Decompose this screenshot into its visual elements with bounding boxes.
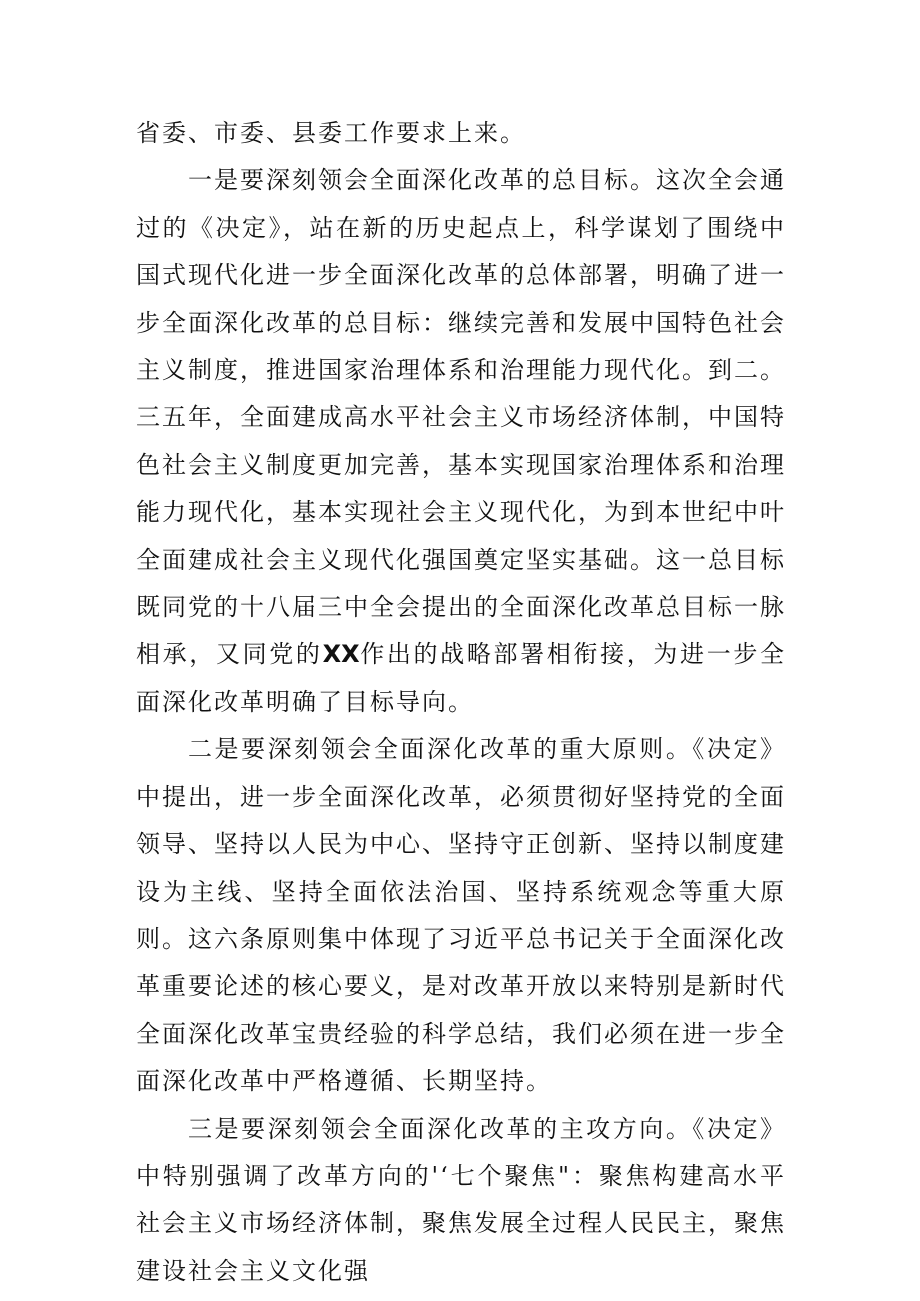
document-body <box>136 110 786 1295</box>
paragraph-goal-text: 一是要深刻领会全面深化改革的总目标。这次全会通过的《决定》，站在新的历史起点上，科学谋划了围绕中国式现代化进一步全面深化改革的总体部署，明确了进一步全面深化改革的总目标：继续完善和发展中国特色社会主义制度，推进国家治理体系和治理能力现代化。到二。三五年，全面建成高水平社会主义市场经济体制，中国特色社会主义制度更加完善，基本实现国家治理体系和治理能力现代化，基本实现社会主义现代化，为到本世纪中叶全面建成社会主义现代化强国奠定坚实基础。这一总目标既同党的十八届三中全会提出的全面深化改革总目标一脉相承，又同党的 <box>136 166 786 669</box>
paragraph-intro-tail: 省委、市委、县委工作要求上来。 <box>136 119 526 147</box>
paragraph-goal-placeholder: XX <box>322 640 360 669</box>
paragraph-direction: 三是要深刻领会全面深化改革的主攻方向。《决定》中特别强调了改革方向的'‘七个聚焦"：聚焦构建高水平社会主义市场经济体制，聚焦发展全过程人民民主，聚焦建设社会主义文化强 <box>136 1114 786 1285</box>
paragraph-goal-text-end: 作出的战略部署相衔接，为进一步全面深化改革明确了目标导向。 <box>136 640 787 716</box>
paragraph-goal <box>136 157 786 726</box>
paragraph-principles: 二是要深刻领会全面深化改革的重大原则。《决定》中提出，进一步全面深化改革，必须贯彻好坚持党的全面领导、坚持以人民为中心、坚持守正创新、坚持以制度建设为主线、坚持全面依法治国、坚持系统观念等重大原则。这六条原则集中体现了习近平总书记关于全面深化改革重要论述的核心要义，是对改革开放以来特别是新时代全面深化改革宝贵经验的科学总结，我们必须在进一步全面深化改革中严格遵循、长期坚持。 <box>136 735 786 1096</box>
